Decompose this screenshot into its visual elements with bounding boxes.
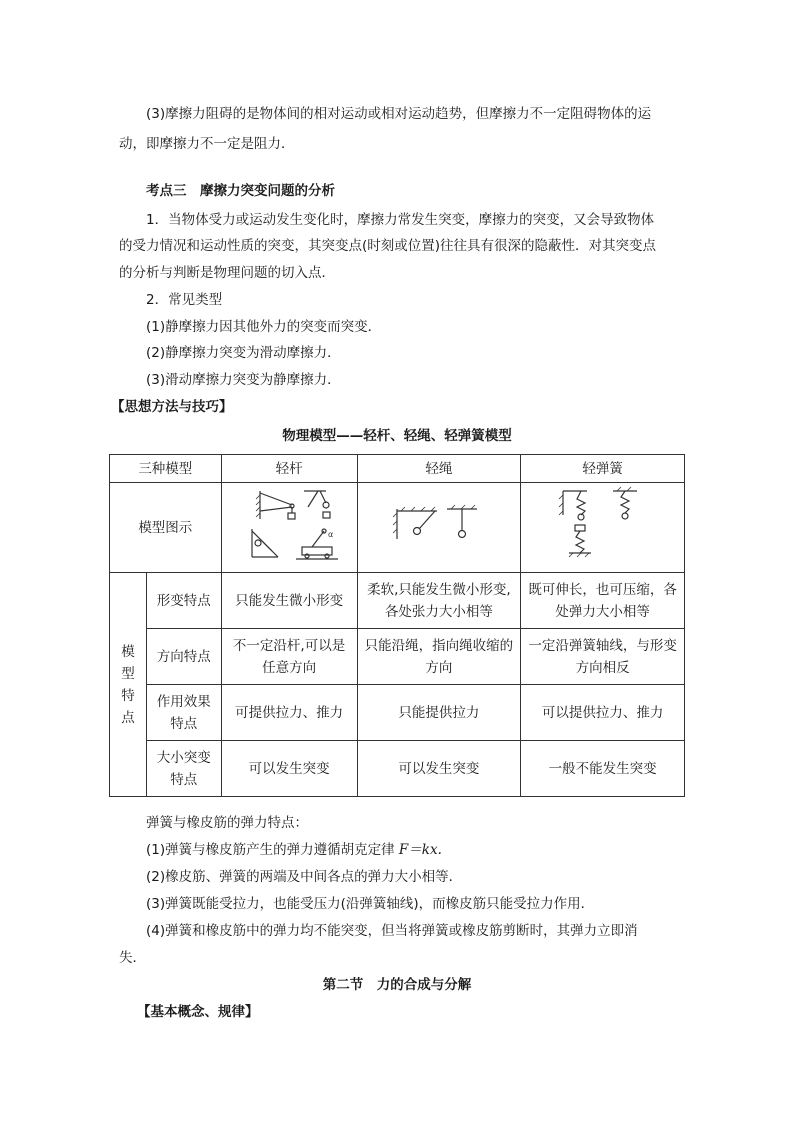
table-cell: 只能沿绳，指向绳收缩的 方向 xyxy=(357,629,521,685)
spring-model-diagram xyxy=(553,485,653,563)
table-row xyxy=(110,741,685,797)
table-cell: 一定沿弹簧轴线，与形变 方向相反 xyxy=(521,629,685,685)
row-label: 方向特点 xyxy=(146,629,221,685)
paragraph-text: 的分析与判断是物理问题的切入点． xyxy=(119,265,335,281)
table-cell: 可以发生突变 xyxy=(357,741,521,797)
paragraph-text: (2)橡皮筋、弹簧的两端及中间各点的弹力大小相等． xyxy=(146,869,463,885)
row-label: 大小突变 特点 xyxy=(146,741,221,797)
table-cell: 柔软,只能发生微小形变, 各处张力大小相等 xyxy=(357,573,521,629)
rope-diagram-cell xyxy=(357,483,521,573)
table-row xyxy=(110,629,685,685)
table-cell: 只能发生微小形变 xyxy=(221,573,357,629)
paragraph-text: (3)滑动摩擦力突变为静摩擦力． xyxy=(146,372,341,388)
header-cell: 轻弹簧 xyxy=(521,455,685,483)
paragraph-text: 1．当物体受力或运动发生变化时，摩擦力常发生突变，摩擦力的突变，又会导致物体 xyxy=(146,212,655,228)
paragraph-text: (1)静摩擦力因其他外力的突变而突变． xyxy=(146,319,382,335)
paragraph-text: (3)弹簧既能受拉力，也能受压力(沿弹簧轴线)，而橡皮筋只能受拉力作用． xyxy=(146,896,595,912)
table-cell: 可提供拉力、推力 xyxy=(221,685,357,741)
header-cell: 三种模型 xyxy=(110,455,222,483)
rod-diagram-cell xyxy=(221,483,357,573)
table-cell: 只能提供拉力 xyxy=(357,685,521,741)
row-label: 作用效果 特点 xyxy=(146,685,221,741)
header-cell: 轻杆 xyxy=(221,455,357,483)
table-cell: 可以发生突变 xyxy=(221,741,357,797)
model-table xyxy=(109,454,685,797)
rope-model-diagram xyxy=(389,499,489,549)
paragraph-text: (1)弹簧与橡皮筋产生的弹力遵循胡克定律 F＝kx. xyxy=(146,842,442,858)
table-title: 物理模型——轻杆、轻绳、轻弹簧模型 xyxy=(282,428,512,444)
paragraph-text: (3)摩擦力阻碍的是物体间的相对运动或相对运动趋势，但摩擦力不一定阻碍物体的运 xyxy=(146,106,652,122)
table-cell: 既可伸长，也可压缩，各 处弹力大小相等 xyxy=(521,573,685,629)
paragraph-text: (4)弹簧和橡皮筋中的弹力均不能突变，但当将弹簧或橡皮筋剪断时，其弹力立即消 xyxy=(146,923,638,939)
table-cell: 可以提供拉力、推力 xyxy=(521,685,685,741)
table-row xyxy=(110,685,685,741)
paragraph-text: 失． xyxy=(119,950,146,966)
row-label: 形变特点 xyxy=(146,573,221,629)
paragraph-text: 的受力情况和运动性质的突变，其突变点(时刻或位置)往往具有很深的隐蔽性．对其突变点 xyxy=(119,238,657,254)
section-heading: 【思想方法与技巧】 xyxy=(111,399,233,415)
paragraph-text: 弹簧与橡皮筋的弹力特点： xyxy=(146,815,308,831)
paragraph-text: (2)静摩擦力突变为滑动摩擦力． xyxy=(146,345,341,361)
table-row xyxy=(110,573,685,629)
table-cell: 一般不能发生突变 xyxy=(521,741,685,797)
header-cell: 轻绳 xyxy=(357,455,521,483)
group-label: 模 型 特 点 xyxy=(110,573,147,797)
table-cell: 不一定沿杆,可以是 任意方向 xyxy=(221,629,357,685)
section-title: 第二节 力的合成与分解 xyxy=(322,977,472,993)
svg-text:α: α xyxy=(328,530,334,539)
table-header-row xyxy=(110,455,685,483)
row-label: 模型图示 xyxy=(110,483,222,573)
section-heading: 考点三 摩擦力突变问题的分析 xyxy=(146,183,335,199)
paragraph-text: 动，即摩擦力不一定是阻力． xyxy=(119,136,295,152)
hooke-formula: F＝kx. xyxy=(398,842,442,858)
spring-diagram-cell xyxy=(521,483,685,573)
paragraph-text: 2．常见类型 xyxy=(146,292,223,308)
rod-model-diagram xyxy=(234,485,344,563)
table-row-diagrams xyxy=(110,483,685,573)
section-heading: 【基本概念、规律】 xyxy=(137,1004,259,1020)
